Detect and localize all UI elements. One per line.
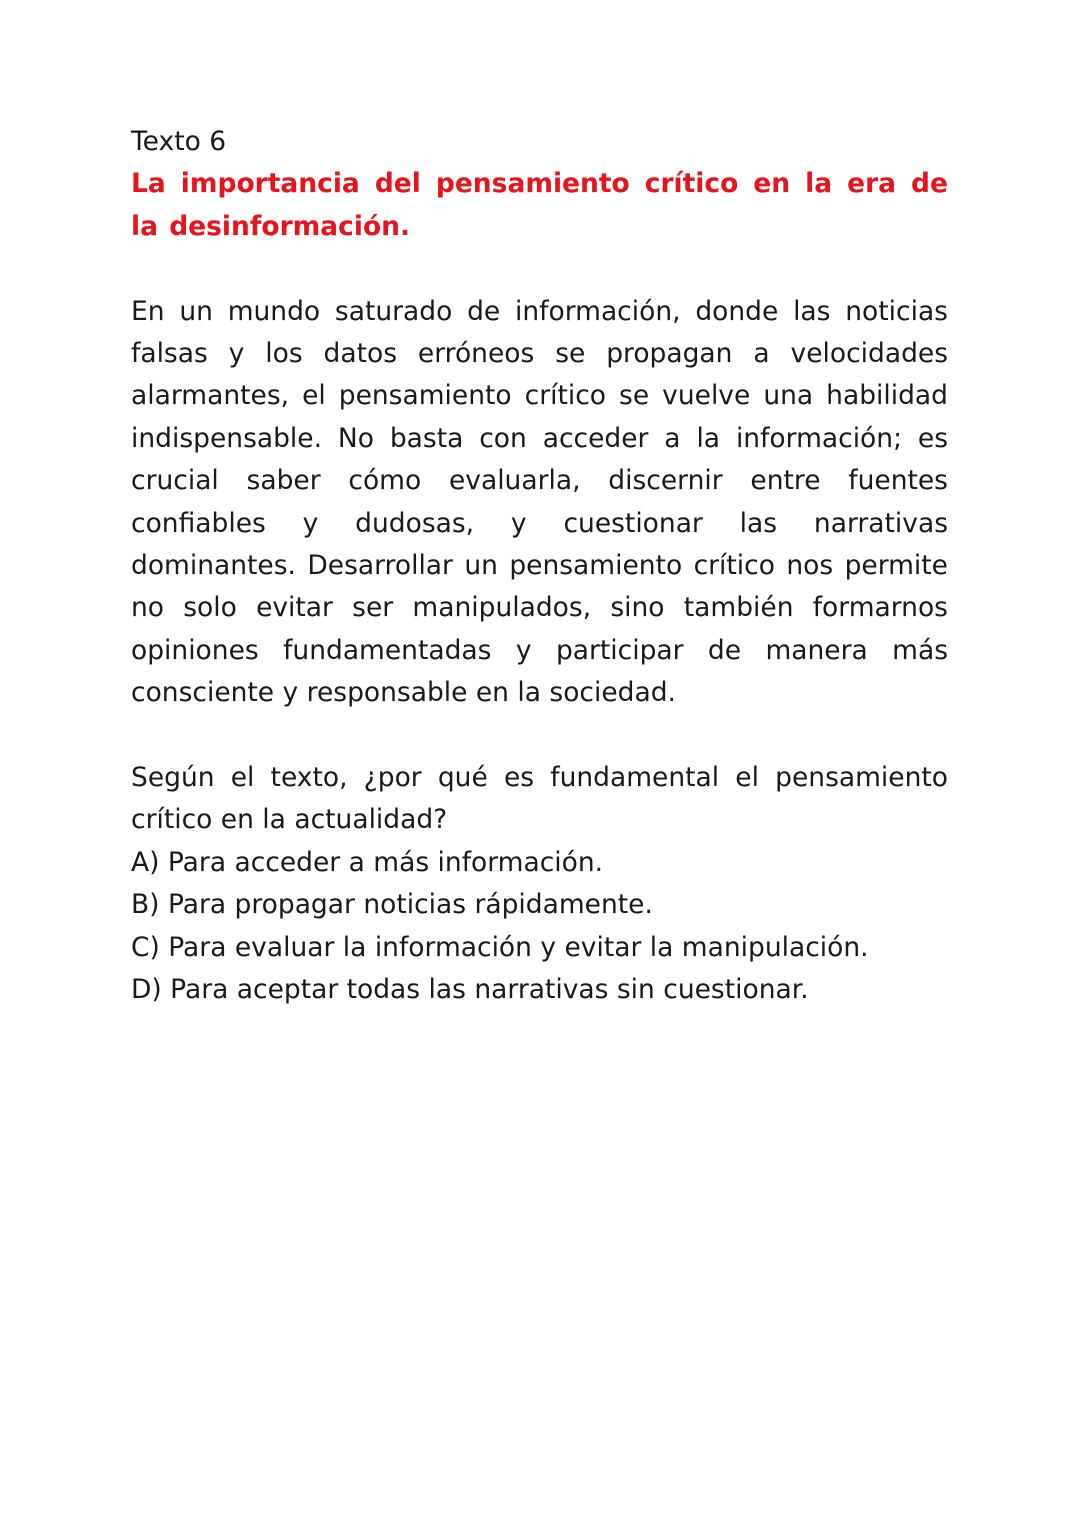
option-a: A) Para acceder a más información. [131,846,604,878]
options-list [131,842,948,1012]
option-b: B) Para propagar noticias rápidamente. [131,889,653,921]
document-page [131,121,948,1012]
option-c: C) Para evaluar la información y evitar la manipulación. [131,931,869,963]
spacer [131,248,948,290]
body-paragraph: En un mundo saturado de información, donde las noticias falsas y los datos erróneos se propagan a velocidades alarmantes, el pensamiento crítico se vuelve una habilidad indispensable. No basta con acceder a la información; es crucial saber cómo evaluarla, discernir entre fuentes confiables y dudosas, y cuestionar las narrativas dominantes. Desarrollar un pensamiento crítico nos permite no solo evitar ser manipulados, sino también formarnos opiniones fundamentadas y participar de manera más consciente y responsable en la sociedad. [131,295,948,709]
text-label: Texto 6 [131,126,227,157]
spacer [131,715,948,757]
option-d: D) Para aceptar todas las narrativas sin cuestionar. [131,974,809,1006]
document-title: La importancia del pensamiento crítico en la era de la desinformación. [131,168,948,242]
question-text: Según el texto, ¿por qué es fundamental el pensamiento crítico en la actualidad? [131,762,948,836]
